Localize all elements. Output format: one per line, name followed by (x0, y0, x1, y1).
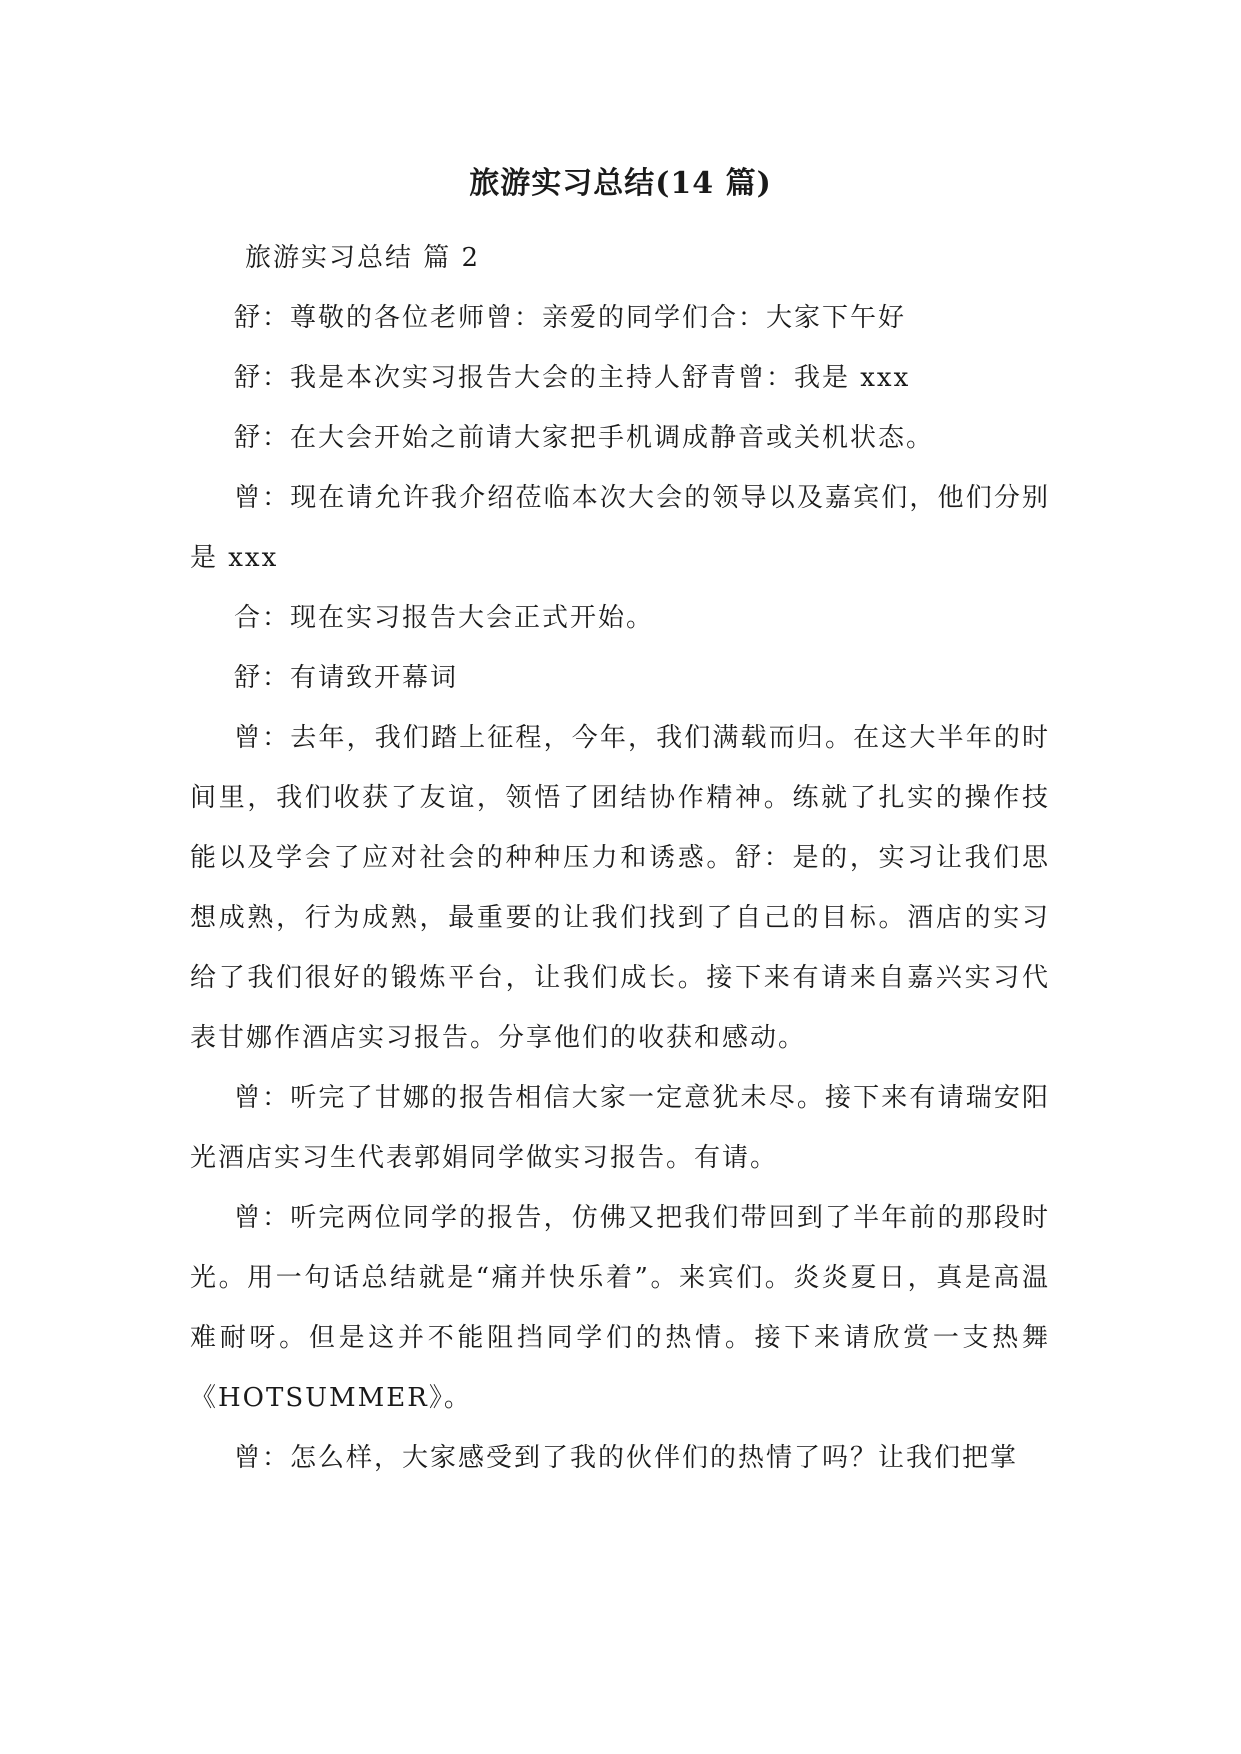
paragraph: 曾：现在请允许我介绍莅临本次大会的领导以及嘉宾们，他们分别是 xxx (190, 483, 1050, 573)
paragraph: 舒：我是本次实习报告大会的主持人舒青曾：我是 xxx (234, 363, 911, 393)
paragraph: 舒：尊敬的各位老师曾：亲爱的同学们合：大家下午好 (234, 303, 907, 333)
paragraph: 舒：在大会开始之前请大家把手机调成静音或关机状态。 (234, 423, 935, 453)
paragraph: 曾：去年，我们踏上征程，今年，我们满载而归。在这大半年的时间里，我们收获了友谊，领悟了团结协作精神。练就了扎实的操作技能以及学会了应对社会的种种压力和诱惑。舒：是的，实习让我们思想成熟，行为成熟，最重要的让我们找到了自己的目标。酒店的实习给了我们很好的锻炼平台，让我们成长。接下来有请来自嘉兴实习代表甘娜作酒店实习报告。分享他们的收获和感动。 (190, 723, 1050, 1053)
paragraph: 曾：怎么样，大家感受到了我的伙伴们的热情了吗？让我们把掌 (234, 1443, 1019, 1473)
paragraph: 舒：有请致开幕词 (234, 663, 459, 693)
document-body (190, 228, 1050, 1488)
paragraph: 曾：听完两位同学的报告，仿佛又把我们带回到了半年前的那段时光。用一句话总结就是“痛并快乐着”。来宾们。炎炎夏日，真是高温难耐呀。但是这并不能阻挡同学们的热情。接下来请欣赏一支热舞《HOTSUMMER》。 (190, 1203, 1050, 1413)
document-title: 旅游实习总结(14 篇) (469, 166, 772, 201)
paragraph: 合：现在实习报告大会正式开始。 (234, 603, 655, 633)
section-heading: 旅游实习总结 篇 2 (245, 243, 481, 273)
paragraph: 曾：听完了甘娜的报告相信大家一定意犹未尽。接下来有请瑞安阳光酒店实习生代表郭娟同学做实习报告。有请。 (190, 1083, 1050, 1173)
